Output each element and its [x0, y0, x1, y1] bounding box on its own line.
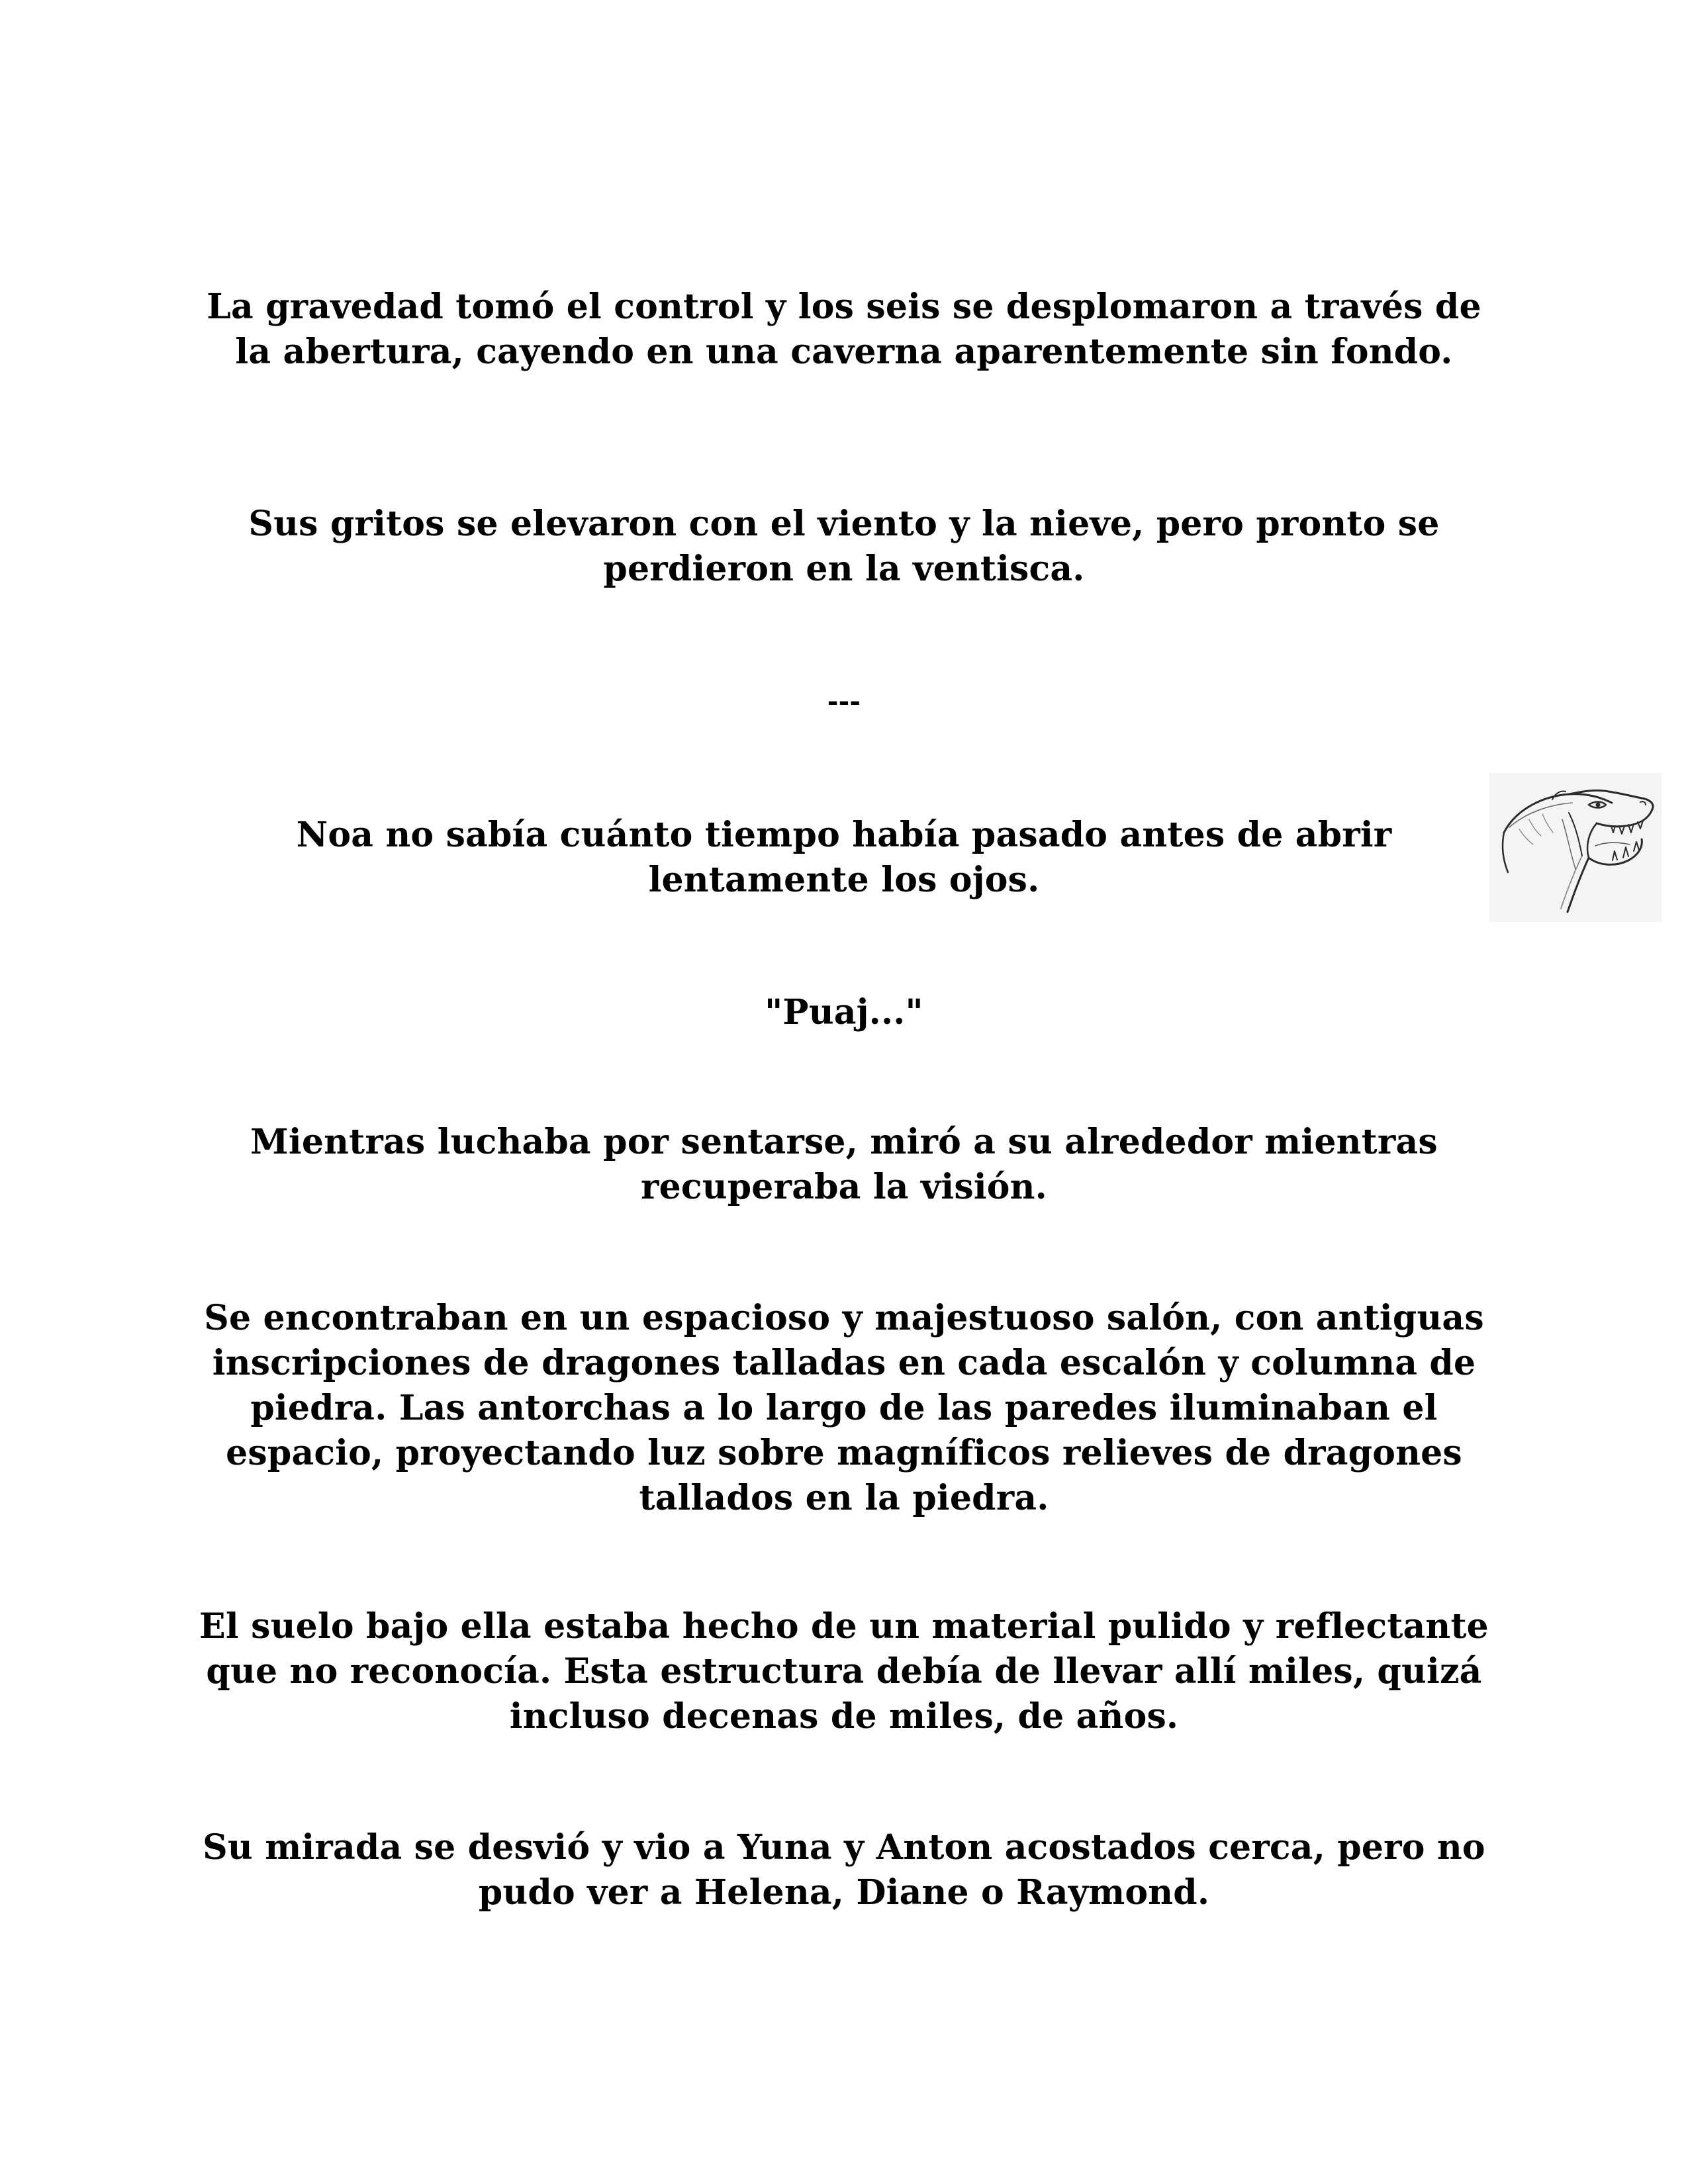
paragraph-2: Sus gritos se elevaron con el viento y la nieve, pero pronto se perdieron en la ventisca.	[248, 504, 1440, 589]
dragon-head-sketch-icon	[1489, 773, 1662, 922]
paragraph-4: Mientras luchaba por sentarse, miró a su alrededor mientras recuperaba la visión.	[250, 1122, 1438, 1207]
paragraph-3: Noa no sabía cuánto tiempo había pasado antes de abrir lentamente los ojos.	[296, 815, 1392, 900]
paragraph-7: Su mirada se desvió y vio a Yuna y Anton acostados cerca, pero no pudo ver a Helena, Diane o Raymond.	[203, 1827, 1485, 1913]
paragraph-5: Se encontraban en un espacioso y majestuoso salón, con antiguas inscripciones de dragones talladas en cada escalón y columna de piedra. Las antorchas a lo largo de las paredes iluminaban el espacio, proyectando luz sobre magníficos relieves de dragones tallados en la piedra.	[204, 1298, 1484, 1518]
paragraph-1: La gravedad tomó el control y los seis se desplomaron a través de la abertura, cayendo en una caverna aparentemente sin fondo.	[207, 287, 1481, 372]
paragraph-6: El suelo bajo ella estaba hecho de un material pulido y reflectante que no reconocía. Esta estructura debía de llevar allí miles, quizá incluso decenas de miles, de años.	[199, 1606, 1489, 1737]
section-separator: ---	[827, 686, 861, 717]
paragraph-dialogue: "Puaj..."	[765, 992, 923, 1032]
